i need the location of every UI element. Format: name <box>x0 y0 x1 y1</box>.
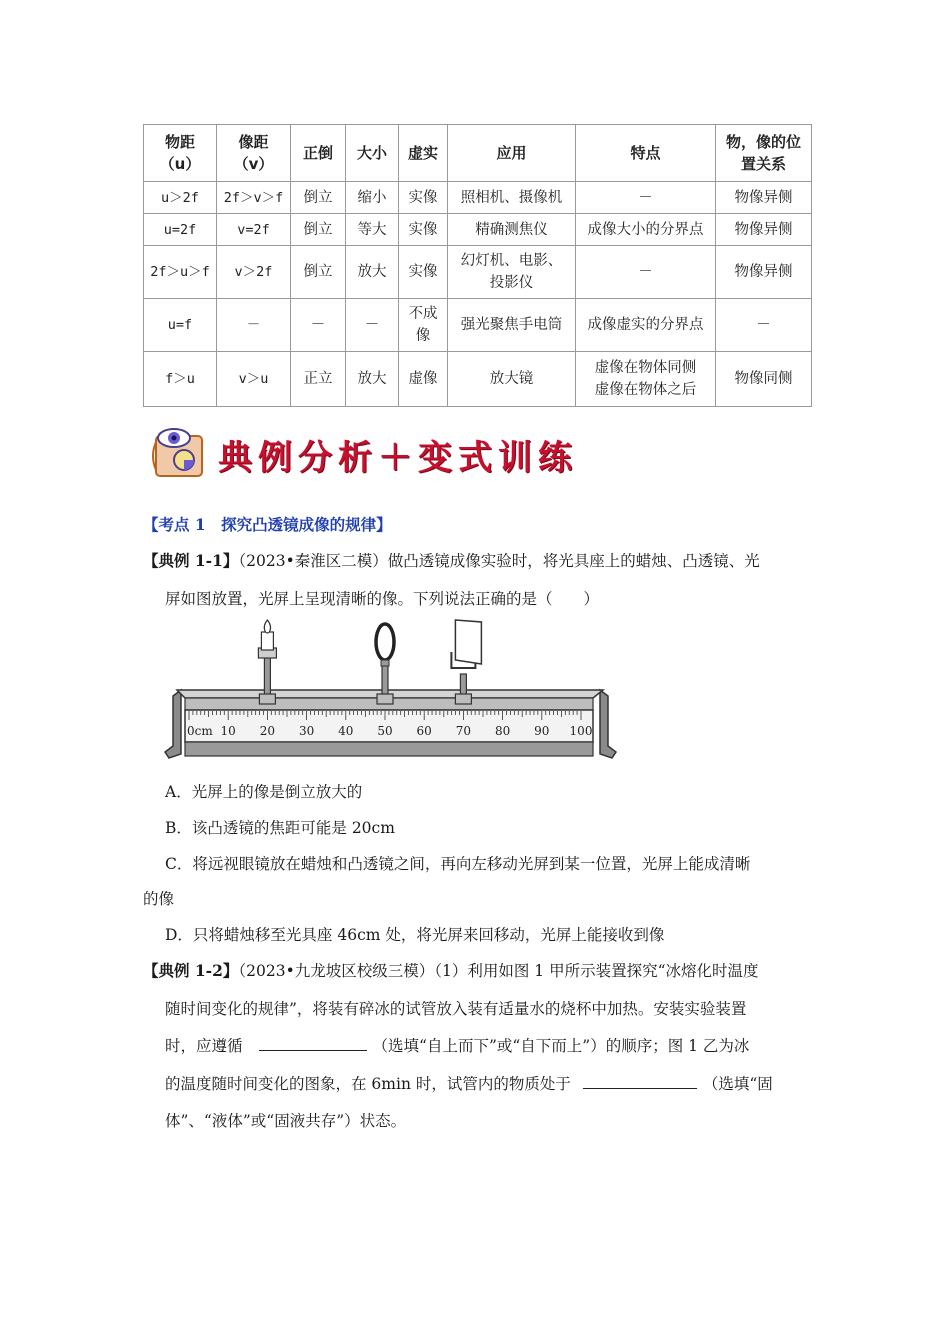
example-text: 时，应遵循 <box>165 1037 243 1055</box>
table-cell: 倒立 <box>291 246 346 299</box>
example-text: （2023•九龙坡区校级三模）（1）利用如图 1 甲所示装置探究“冰熔化时温度 <box>238 962 759 980</box>
table-cell: 实像 <box>399 214 448 246</box>
table-cell: 成像大小的分界点 <box>576 214 716 246</box>
table-cell: 2f＞u＞f <box>144 246 217 299</box>
banner-title: 典例分析＋变式训练 <box>218 438 578 478</box>
bench-tick-label: 0cm <box>187 724 213 738</box>
example-tag: 【典例 1-1】 <box>143 551 239 570</box>
table-cell: － <box>346 299 399 352</box>
table-cell: 物像异侧 <box>716 246 812 299</box>
table-cell: － <box>576 246 716 299</box>
section-banner <box>148 422 578 482</box>
table-cell: f＞u <box>144 352 217 407</box>
table-row <box>144 246 812 299</box>
table-cell: 正立 <box>291 352 346 407</box>
table-cell: 2f＞v＞f <box>217 182 291 214</box>
bench-tick-label: 10 <box>220 724 236 738</box>
header-object-distance: 物距 （u） <box>144 125 217 182</box>
table-cell: 放大镜 <box>448 352 576 407</box>
table-row <box>144 214 812 246</box>
table-cell: － <box>716 299 812 352</box>
table-header-row <box>144 125 812 182</box>
table-cell: 强光聚焦手电筒 <box>448 299 576 352</box>
table-cell: 精确测焦仪 <box>448 214 576 246</box>
bench-tick-label: 20 <box>259 724 276 738</box>
example-1-2-line4 <box>165 1071 773 1097</box>
bench-tick-label: 100 <box>569 724 593 738</box>
example-1-1-line1 <box>143 548 760 574</box>
table-cell: 物像异侧 <box>716 214 812 246</box>
header-image-distance: 像距 （v） <box>217 125 291 182</box>
table-cell: 物像异侧 <box>716 182 812 214</box>
table-cell: 倒立 <box>291 182 346 214</box>
bench-base <box>185 742 593 756</box>
option-c: C．将远视眼镜放在蜡烛和凸透镜之间，再向左移动光屏到某一位置，光屏上能成清晰 <box>165 855 751 873</box>
bench-left-foot <box>165 690 181 758</box>
example-1-2-line3 <box>165 1033 749 1059</box>
bench-tick-label: 90 <box>534 724 550 738</box>
example-1-2-line1 <box>143 958 759 984</box>
option-b: B．该凸透镜的焦距可能是 20cm <box>165 819 395 837</box>
table-cell: u=f <box>144 299 217 352</box>
bench-tick-label: 30 <box>298 724 315 738</box>
table-cell: v＞2f <box>217 246 291 299</box>
answer-blank[interactable] <box>583 1072 697 1089</box>
bench-tick-label: 50 <box>377 724 393 738</box>
example-1-2-line2: 随时间变化的规律”，将装有碎冰的试管放入装有适量水的烧杯中加热。安装实验装置 <box>165 1000 747 1018</box>
table-cell: u=2f <box>144 214 217 246</box>
eye-scroll-icon <box>148 422 218 482</box>
table-cell: v＞u <box>217 352 291 407</box>
table-row <box>144 299 812 352</box>
table-cell: 等大 <box>346 214 399 246</box>
header-application: 应用 <box>448 125 576 182</box>
table-cell: 实像 <box>399 182 448 214</box>
table-cell: 实像 <box>399 246 448 299</box>
bench-right-foot <box>600 690 616 758</box>
table-cell: 放大 <box>346 352 399 407</box>
table-cell: － <box>217 299 291 352</box>
bench-tick-label: 40 <box>338 724 354 738</box>
table-row <box>144 352 812 407</box>
table-cell: u＞2f <box>144 182 217 214</box>
optical-bench-figure <box>163 618 618 764</box>
table-cell: 缩小 <box>346 182 399 214</box>
table-cell: 成像虚实的分界点 <box>576 299 716 352</box>
option-d: D．只将蜡烛移至光具座 46cm 处，将光屏来回移动，光屏上能接收到像 <box>165 926 665 944</box>
table-cell: 照相机、摄像机 <box>448 182 576 214</box>
example-text: （选填“固 <box>702 1075 773 1093</box>
example-1-2-line5: 体”、“液体”或“固液共存”）状态。 <box>165 1112 407 1130</box>
table-cell: 放大 <box>346 246 399 299</box>
example-text: （2023•秦淮区二模）做凸透镜成像实验时，将光具座上的蜡烛、凸透镜、光 <box>238 552 760 570</box>
table-cell: v=2f <box>217 214 291 246</box>
table-cell: 物像同侧 <box>716 352 812 407</box>
table-cell: 不成 像 <box>399 299 448 352</box>
option-c-continued: 的像 <box>143 890 175 908</box>
header-real-virtual: 虚实 <box>399 125 448 182</box>
lens-imaging-table <box>143 124 812 407</box>
answer-blank[interactable] <box>259 1034 367 1051</box>
table-cell: － <box>291 299 346 352</box>
bench-tick-label: 70 <box>455 724 472 738</box>
section-heading: 【考点 1 探究凸透镜成像的规律】 <box>143 515 392 534</box>
header-feature: 特点 <box>576 125 716 182</box>
table-cell: 虚像 <box>399 352 448 407</box>
example-tag: 【典例 1-2】 <box>143 961 239 980</box>
example-1-1-line2: 屏如图放置，光屏上呈现清晰的像。下列说法正确的是（ ） <box>165 590 600 608</box>
bench-tick-label: 60 <box>416 724 432 738</box>
table-cell: 虚像在物体同侧 虚像在物体之后 <box>576 352 716 407</box>
table-cell: 倒立 <box>291 214 346 246</box>
table-cell: － <box>576 182 716 214</box>
example-text: （选填“自上而下”或“自下而上”）的顺序；图 1 乙为冰 <box>372 1037 750 1055</box>
option-a: A．光屏上的像是倒立放大的 <box>165 783 363 801</box>
header-position-relation: 物，像的位 置关系 <box>716 125 812 182</box>
table-cell: 幻灯机、电影、 投影仪 <box>448 246 576 299</box>
header-orientation: 正倒 <box>291 125 346 182</box>
table-row <box>144 182 812 214</box>
bench-tick-label: 80 <box>494 724 511 738</box>
header-size: 大小 <box>346 125 399 182</box>
example-text: 的温度随时间变化的图象，在 6min 时，试管内的物质处于 <box>165 1075 571 1093</box>
